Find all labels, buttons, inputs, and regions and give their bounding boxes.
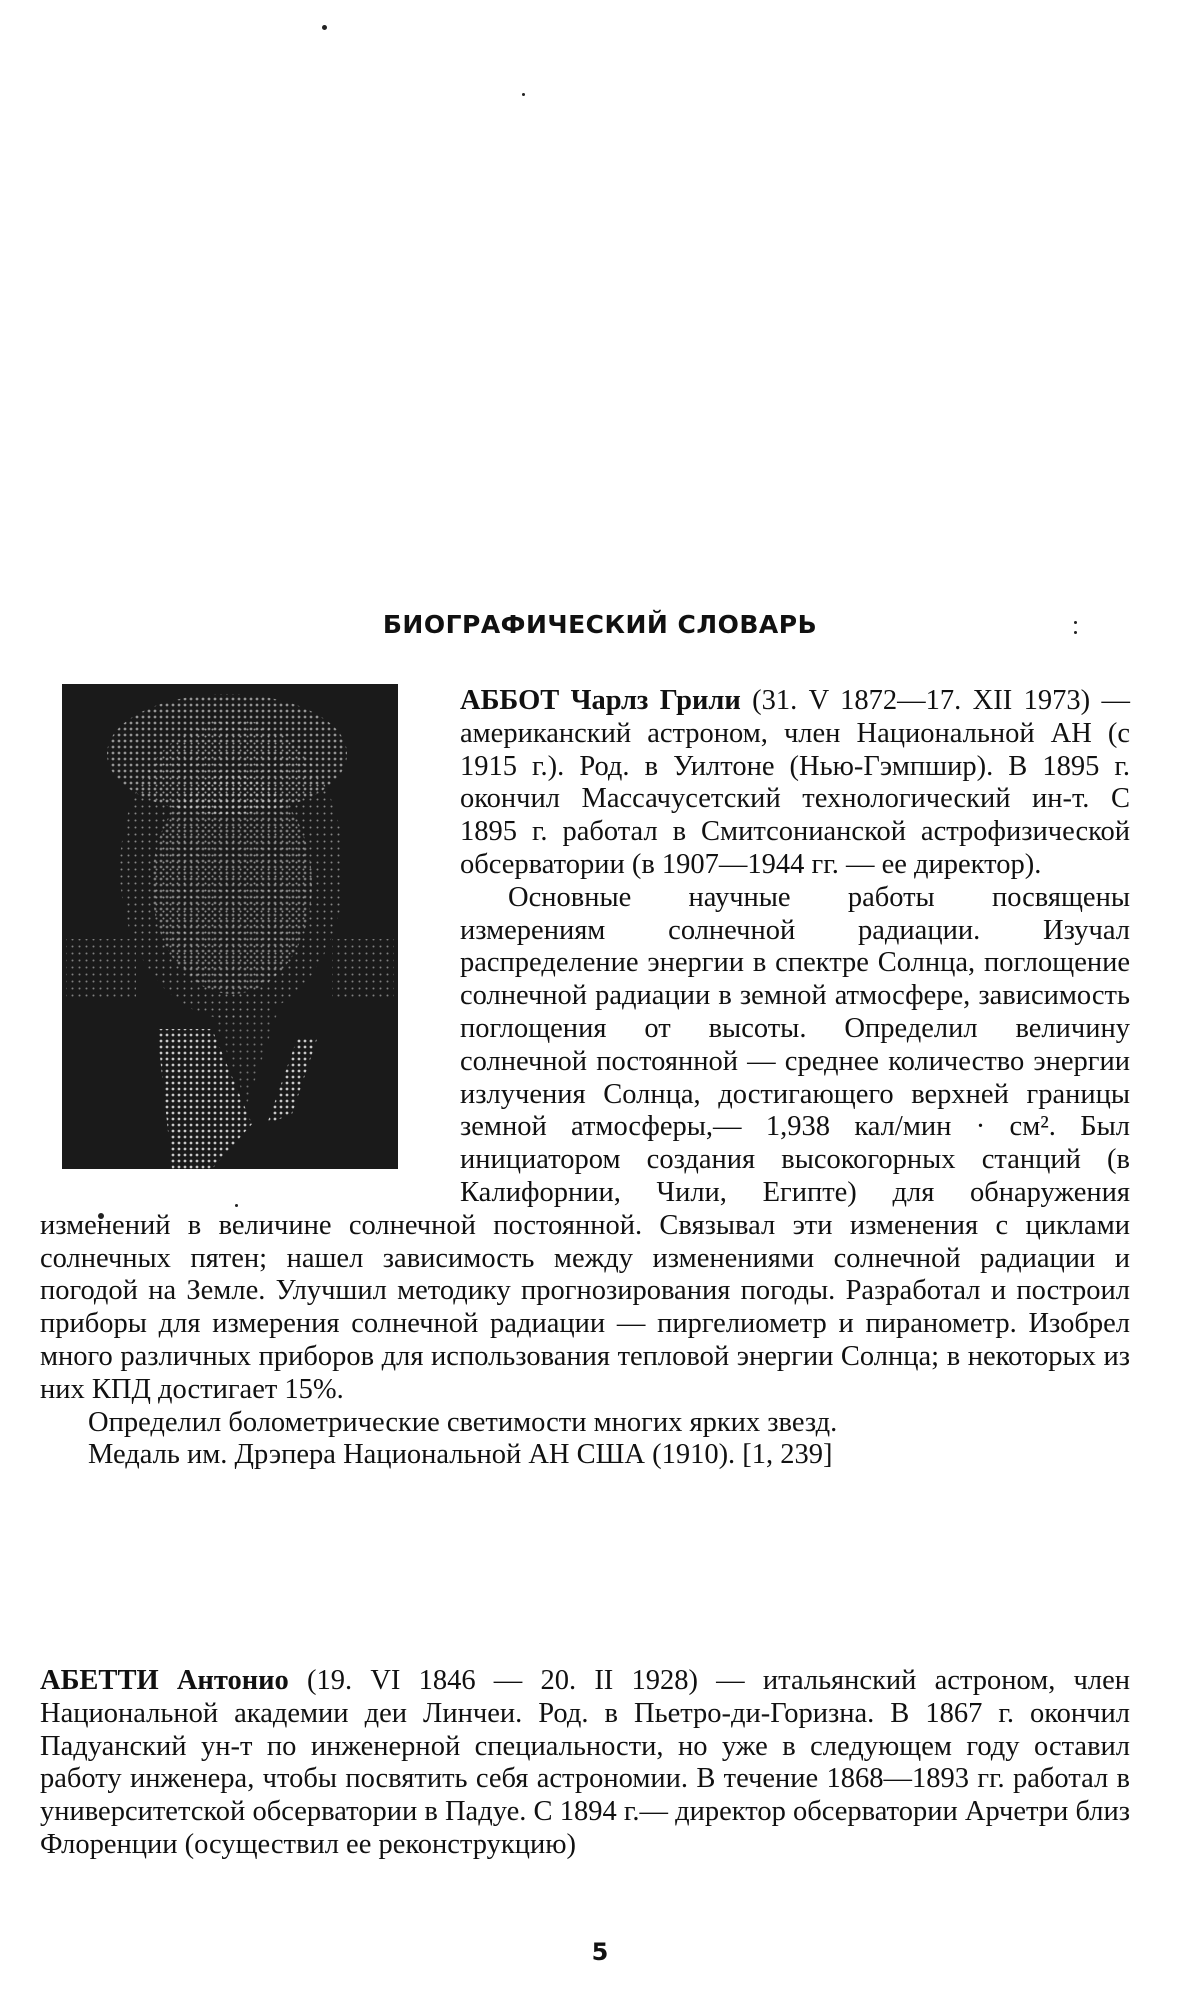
entry-abbot-name: АББОТ Чарлз Грили [460, 685, 741, 716]
entry-abbot-paragraph-2: Основные научные работы посвящены измерениям солнечной радиации. Изучал распределение энергии в спектре Солнца, поглощение солнечной радиации в земной атмосфере, зависимость поглощения от высоты. Определил величину солнечной постоянной — среднее количество энергии излучения Солнца, достигающего верхней границы земной атмосферы,— 1,938 кал/мин · см². Был инициатором создания высокогорных станций (в Калифорнии, Чили, Египте) для обнаружения изменений в величине солнечной постоянной. Связывал эти изменения с циклами солнечных пятен; нашел зависимость между изменениями солнечной радиации и погодой на Земле. Улучшил методику прогнозирования погоды. Разработал и построил приборы для измерения солнечной радиации — пиргелиометр и пиранометр. Изобрел много различных приборов для использования тепловой энергии Солнца; в некоторых из них КПД достигает 15%. [40, 881, 1130, 1405]
section-title: БИОГРАФИЧЕСКИЙ СЛОВАРЬ [382, 610, 818, 639]
page-number: 5 [591, 1938, 609, 1966]
entry-abbot [40, 685, 1130, 1472]
entry-abetti-name: АБЕТТИ Антонио [40, 1665, 289, 1696]
entry-abbot-paragraph-4: Медаль им. Дрэпера Национальной АН США (1910). [1, 239] [88, 1439, 833, 1471]
entry-abetti-lead-paragraph [40, 1665, 1130, 1862]
entry-abbot-lead: (31. V 1872—17. XII 1973) — американский астроном, член Национальной АН (с 1915 г.). Род. в Уилтоне (Нью-Гэмпшир). В 1895 г. окончил Массачусетский технологический ин-т. С 1895 г. работал в Смитсонианской астрофизической обсерватории (в 1907—1944 гг. — ее директор). [460, 685, 1130, 880]
scan-speck [522, 93, 525, 96]
entry-abbot-paragraph-3: Определил болометрические светимости многих ярких звезд. [88, 1406, 838, 1438]
scan-speck [322, 25, 327, 30]
entry-abetti [40, 1665, 1130, 1862]
entry-abetti-lead: (19. VI 1846 — 20. II 1928) — итальянский астроном, член Национальной академии деи Линчеи. Род. в Пьетро-ди-Горизна. В 1867 г. окончил Падуанский ун-т по инженерной специальности, но уже в следующем году оставил работу инженера, чтобы посвятить себя астрономии. В течение 1868—1893 гг. работал в университетской обсерватории в Падуе. С 1894 г.— директор обсерватории Арчетри близ Флоренции (осуществил ее реконструкцию) [40, 1665, 1131, 1860]
